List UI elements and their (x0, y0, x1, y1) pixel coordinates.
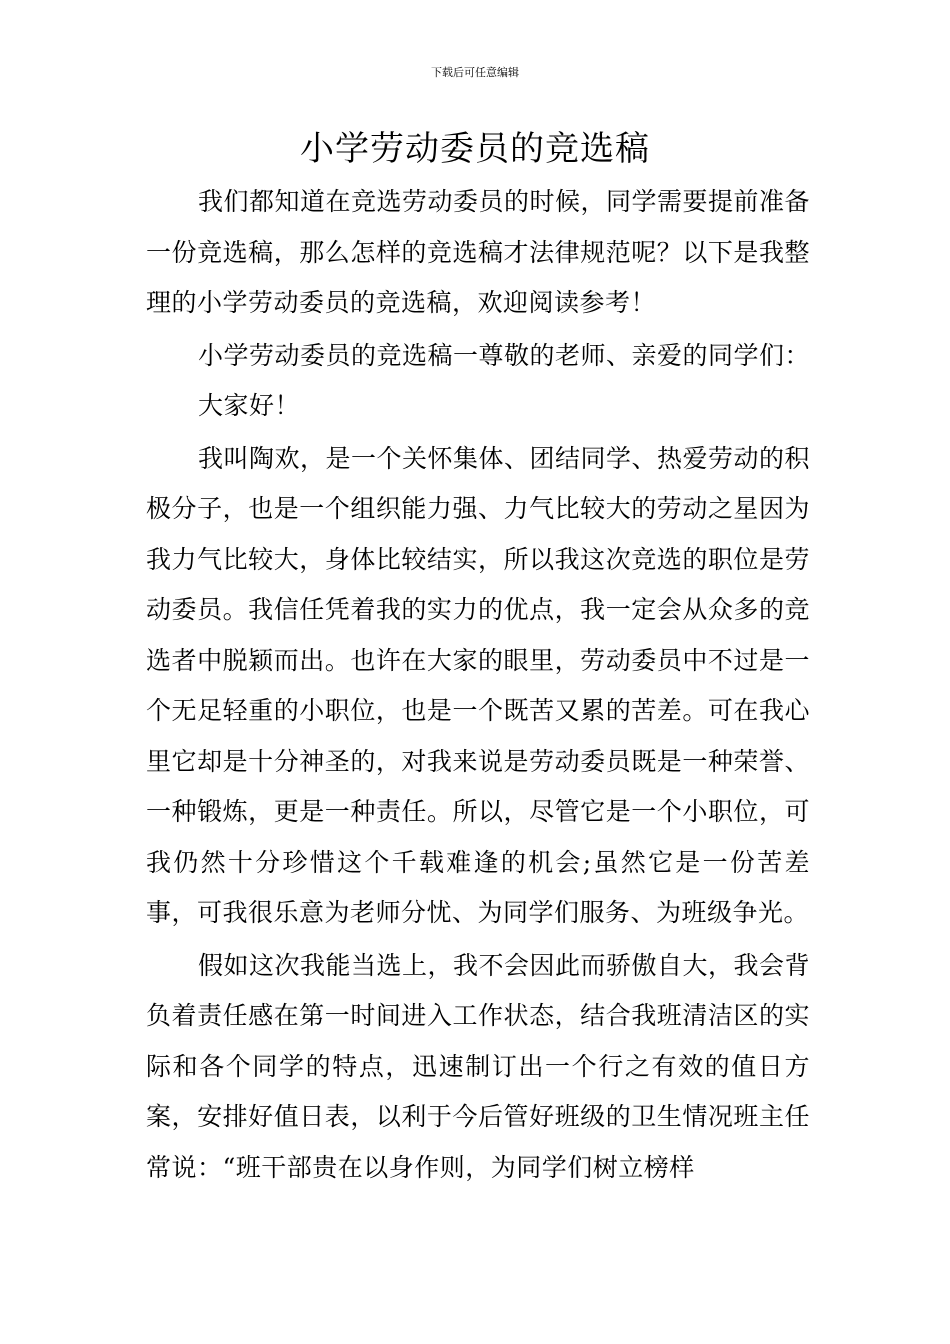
paragraph-plan: 假如这次我能当选上，我不会因此而骄傲自大，我会背负着责任感在第一时间进入工作状态，结合我班清洁区的实际和各个同学的特点，迅速制订出一个行之有效的值日方案，安排好值日表，以利于今后管好班级的卫生情况班主任常说：“班干部贵在以身作则，为同学们树立榜样 (146, 950, 811, 1182)
paragraph-intro: 我们都知道在竞选劳动委员的时候，同学需要提前准备一份竞选稿，那么怎样的竞选稿才法律规范呢？以下是我整理的小学劳动委员的竞选稿，欢迎阅读参考！ (146, 187, 811, 317)
paragraph-self-introduction: 我叫陶欢，是一个关怀集体、团结同学、热爱劳动的积极分子，也是一个组织能力强、力气比较大的劳动之星因为我力气比较大，身体比较结实，所以我这次竞选的职位是劳动委员。我信任凭着我的实力的优点，我一定会从众多的竞选者中脱颖而出。也许在大家的眼里，劳动委员中不过是一个无足轻重的小职位，也是一个既苦又累的苦差。可在我心里它却是十分神圣的，对我来说是劳动委员既是一种荣誉、一种锻炼，更是一种责任。所以，尽管它是一个小职位，可我仍然十分珍惜这个千载难逢的机会;虽然它是一份苦差事，可我很乐意为老师分忧、为同学们服务、为班级争光。 (146, 443, 811, 927)
document-title: 小学劳动委员的竞选稿 (300, 129, 650, 169)
paragraph-greeting: 大家好！ (198, 391, 301, 420)
header-note: 下载后可任意编辑 (431, 66, 519, 79)
document-body (146, 177, 810, 1193)
paragraph-salutation: 小学劳动委员的竞选稿一尊敬的老师、亲爱的同学们： (198, 340, 811, 370)
